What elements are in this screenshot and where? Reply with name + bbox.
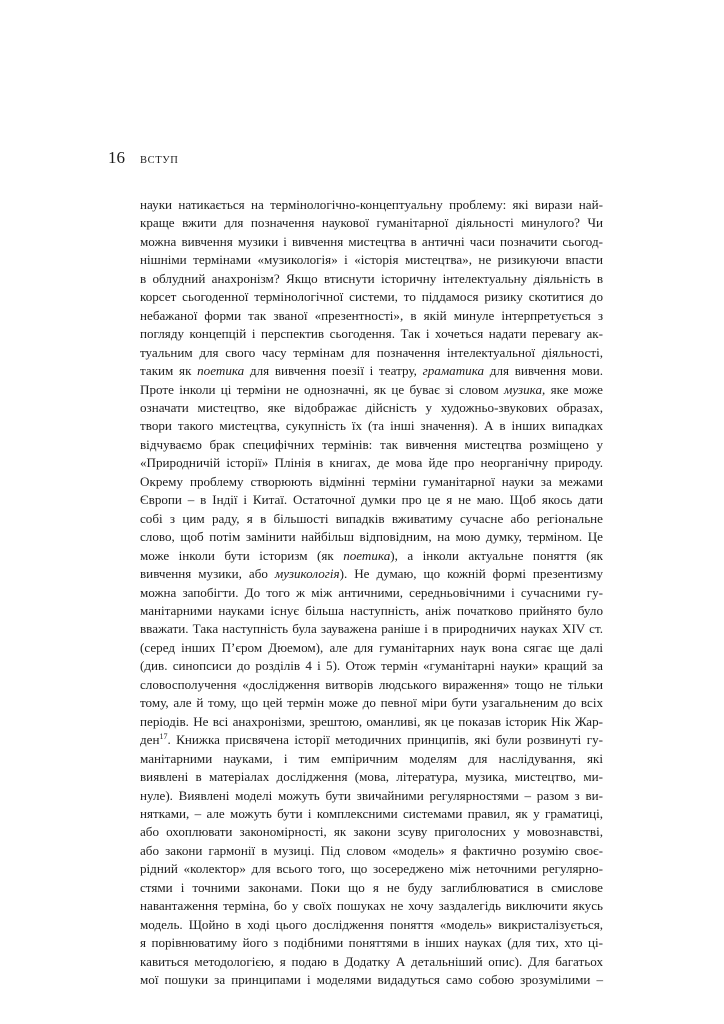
text-line [140,547,603,565]
italic-term: поетика [197,363,245,379]
text-run: словосполучення «дослідження витворів людського вираження» тощо не тільки [140,676,603,692]
text-run: навантаження терміна, бо у своїх пошуках не хочу заздалегідь виключити якусь [140,898,603,914]
text-run: небажаної форми так званої «презентності», в якій минуле інтерпретується з [140,307,603,323]
text-line [140,823,603,841]
text-run: погляду концепцій і перспектив сьогодення. Так і хочеться надати перевагу ак- [140,326,603,342]
text-run: краще вжити для позначення наукової гуманітарної діяльності минулого? Чи [140,215,603,231]
text-run: відчуваємо брак специфічних термінів: так вивчення мистецтва розміщено у [140,436,603,452]
text-run: ), а інколи актуальне поняття (як [390,547,603,563]
text-line [140,417,603,435]
text-line [140,381,603,399]
text-line [140,565,603,583]
italic-term: музика, [504,381,546,397]
italic-term: граматика [422,363,485,379]
text-line [140,916,603,934]
text-line [140,694,603,712]
text-line [140,491,603,509]
text-run: стями і точними законами. Поки що я не буду заглиблюватися в смислове [140,879,603,895]
italic-term: поетика [343,547,391,563]
text-line [140,196,603,214]
text-run: собі з цим раду, я в більшості випадків вживатиму сучасне або регіональне [140,510,603,526]
text-run: нуле). Виявлені моделі можуть бути звичайними регулярностями – разом з ви- [140,787,603,803]
text-line [140,399,603,417]
text-run: Окрему проблему створюють відмінні терміни гуманітарної науки за межами [140,473,603,489]
text-line [140,473,603,491]
text-line [140,584,603,602]
text-run: нятками, – але можуть бути і комплексними системами правил, як у граматиці, [140,805,603,821]
body-text [140,196,603,989]
text-run: корсет сьогоденної термінологічної системи, то піддамося ризику скотитися до [140,289,603,305]
text-line [140,436,603,454]
text-run: означати мистецтво, яке відображає дійсність у художньо-звукових образах, [140,399,603,415]
text-run: (див. синопсиси до розділів 4 і 5). Отож термін «гуманітарні науки» кращий за [140,658,603,674]
text-line [140,214,603,232]
text-line [140,270,603,288]
text-run: мої пошуки за принципами і моделями видадуться само собою зрозумілими – [140,972,603,988]
text-line [140,602,603,620]
text-run: ден [140,732,160,748]
text-run: або закони гармонії в музиці. Під словом «модель» я фактично розумію своє- [140,842,603,858]
text-run: яке може [545,381,603,397]
text-run: таким як [140,363,198,379]
text-run: тому, але й тому, що цей термін може до певної міри бути узагальненим до всіх [140,695,603,711]
text-run: нішніми термінами «музикологія» і «історія мистецтва», не ризикуючи впасти [140,252,603,268]
text-line [140,454,603,472]
text-run: рідний «колектор» для всього того, що зосереджено між неточними регулярно- [140,861,603,877]
page-header [108,148,178,168]
text-run: твори такого мистецтва, сукупність їх (та інші значення). А в інших випадках [140,418,603,434]
text-run: Проте інколи ці терміни не однозначні, як це буває зі словом [140,381,505,397]
text-run: туальним для свого часу термінам для позначення інтелектуальної діяльності, [140,344,603,360]
text-run: періодів. Не всі анахронізми, зрештою, оманливі, як це показав історик Нік Жар- [140,713,603,729]
text-run: модель. Щойно в ході цього дослідження поняття «модель» викристалізується, [140,916,603,932]
text-run: може інколи бути історизм (як [140,547,344,563]
text-line [140,971,603,989]
text-run: я порівнюватиму його з подібними поняттями в інших науках (для тих, хто ці- [140,935,603,951]
text-run: науки натикається на термінологічно-концептуальну проблему: які вирази най- [140,197,603,212]
text-line [140,510,603,528]
text-line [140,953,603,971]
text-run: для вивчення мови. [484,363,603,379]
text-run: або охоплювати закономірності, як закони зсуву приголосних у мовознавстві, [140,824,603,840]
text-run: можна запобігти. До того ж між античними, середньовічними і сучасними гу- [140,584,603,600]
text-run: . Книжка присвячена історії методичних принципів, які були розвинуті гу- [167,732,603,748]
text-run: слово, щоб потім замінити найбільш відповідним, на мою думку, терміном. Це [140,529,603,545]
text-line [140,805,603,823]
text-line [140,787,603,805]
text-run: вважати. Така наступність була зауважена раніше і в природничих науках XIV ст. [140,621,603,637]
text-run: манітарними науками, і тим емпіричним моделям для наслідування, які [140,750,603,766]
text-run: виявлені в матеріалах дослідження (мова, література, музика, мистецтво, ми- [140,769,603,785]
text-line [140,934,603,952]
text-run: Європи – в Індії і Китаї. Остаточної думки про це я не маю. Щоб якось дати [140,492,603,508]
text-line [140,639,603,657]
text-line [140,713,603,731]
text-run: вивчення музики, або [140,566,275,582]
text-line [140,842,603,860]
text-run: манітарними науками існує більша наступність, аніж початково прийнято було [140,602,603,618]
text-run: в облудний анахронізм? Якщо втиснути історичну інтелектуальну діяльність в [140,270,603,286]
text-run: кавиться методологією, я подаю в Додатку А детальніший опис). Для багатьох [140,953,603,969]
text-line [140,879,603,897]
text-line [140,731,603,749]
text-line [140,344,603,362]
text-line [140,768,603,786]
footnote-ref: 17 [159,732,168,742]
text-line [140,288,603,306]
text-run: для вивчення поезії і театру, [244,363,423,379]
text-line [140,307,603,325]
text-line [140,620,603,638]
text-line [140,860,603,878]
text-line [140,233,603,251]
text-line [140,362,603,380]
text-run: можна вивчення музики і вивчення мистецтва в античні часи позначити сьогод- [140,233,603,249]
text-line [140,750,603,768]
text-line [140,657,603,675]
italic-term: музикологія [274,566,340,582]
running-title: ВСТУП [140,155,179,166]
text-run: ). Не думаю, що кожній формі презентизму [339,566,603,582]
text-run: (серед інших П’єром Дюемом), але для гуманітарних наук вона сягає ще далі [140,639,603,655]
text-line [140,325,603,343]
text-line [140,897,603,915]
text-run: «Природничій історії» Плінія в книгах, де мова йде про неорганічну природу. [140,455,603,471]
text-line [140,528,603,546]
text-line [140,676,603,694]
page-number: 16 [108,148,125,167]
text-line [140,251,603,269]
